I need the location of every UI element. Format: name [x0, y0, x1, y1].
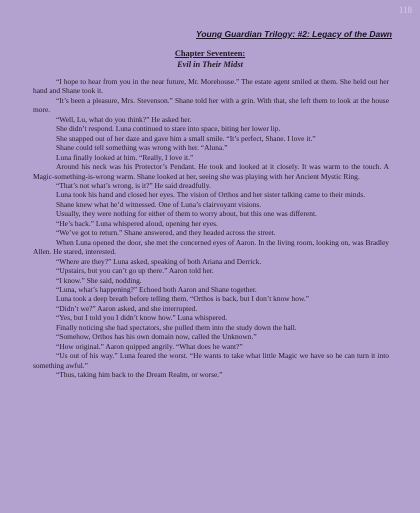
- paragraph: “Luna, what’s happening?” Echoed both Aaron and Shane together.: [56, 284, 257, 294]
- page-number: 118: [398, 5, 412, 15]
- paragraph: “Yes, but I told you I didn’t know how.” Luna whispered.: [56, 313, 228, 323]
- chapter-title: Chapter Seventeen:: [174, 49, 246, 58]
- body-text: [33, 77, 389, 380]
- paragraph: “Well, Lu, what do you think?” He asked her.: [56, 114, 192, 124]
- paragraph: “Us out of his way.” Luna feared the worst. “He wants to take what little Magic we have so he can turn it into something awful.”: [33, 351, 389, 370]
- paragraph: Luna took his hand and closed her eyes. The vision of Orthos and her sister talking came to their minds.: [56, 190, 366, 200]
- paragraph: “I know.” She said, nodding.: [56, 275, 142, 285]
- paragraph: “It’s been a pleasure, Mrs. Stevenson.” Shane told her with a grin. With that, she left them to look at the house more.: [33, 95, 389, 115]
- paragraph: Shane knew what he’d witnessed. One of Luna’s clairvoyant visions.: [56, 199, 262, 209]
- chapter-subtitle: Evil in Their Midst: [177, 60, 243, 69]
- paragraph: When Luna opened the door, she met the concerned eyes of Aaron. In the living room, looking on, was Bradley Allen. He stared, interested.: [33, 237, 389, 257]
- paragraph: Around his neck was his Protector’s Pendant. He took and looked at it closely. It was warm to the touch. A Magic-something-is-wrong warm. Shane looked at her, seeing she was playing with her Ancient Mystic Ring.: [33, 162, 389, 181]
- paragraph: Usually, they were nothing for either of them to worry about, but this one was different.: [56, 209, 317, 219]
- running-header: Young Guardian Trilogy: #2: Legacy of the Dawn: [196, 29, 392, 39]
- paragraph: “I hope to hear from you in the near future, Mr. Morehouse.” The estate agent smiled at them. She held out her hand and Shane took it.: [33, 77, 389, 96]
- paragraph: “Thus, taking him back to the Dream Realm, or worse.”: [56, 370, 223, 380]
- paragraph: “Somehow, Orthos has his own domain now, called the Unknown.”: [56, 332, 257, 342]
- paragraph: “We’ve got to return.” Shane answered, and they headed across the street.: [56, 228, 276, 238]
- paragraph: Luna finally looked at him. “Really, I love it.”: [56, 152, 194, 162]
- paragraph: She didn’t respond. Luna continued to stare into space, biting her lower lip.: [56, 124, 281, 134]
- paragraph: “Didn’t we?” Aaron asked, and she interrupted.: [56, 303, 198, 313]
- paragraph: “Upstairs, but you can’t go up there.” Aaron told her.: [56, 266, 214, 276]
- paragraph: “Where are they?” Luna asked, speaking of both Ariana and Derrick.: [56, 256, 262, 266]
- paragraph: Shane could tell something was wrong with her. “Aluna.”: [56, 143, 228, 153]
- paragraph: “He’s back.” Luna whispered aloud, opening her eyes.: [56, 218, 218, 228]
- paragraph: Finally noticing she had spectators, she pulled them into the study down the hall.: [56, 322, 297, 332]
- paragraph: Luna took a deep breath before telling them. “Orthos is back, but I don’t know how.”: [56, 294, 310, 304]
- chapter-heading: [0, 48, 420, 70]
- paragraph: She snapped out of her daze and gave him a small smile. “It’s perfect, Shane. I love it.”: [56, 133, 316, 143]
- paragraph: “How original.” Aaron quipped angrily. “What does he want?”: [56, 341, 243, 351]
- paragraph: “That’s not what’s wrong, is it?” He said dreadfully.: [56, 180, 211, 190]
